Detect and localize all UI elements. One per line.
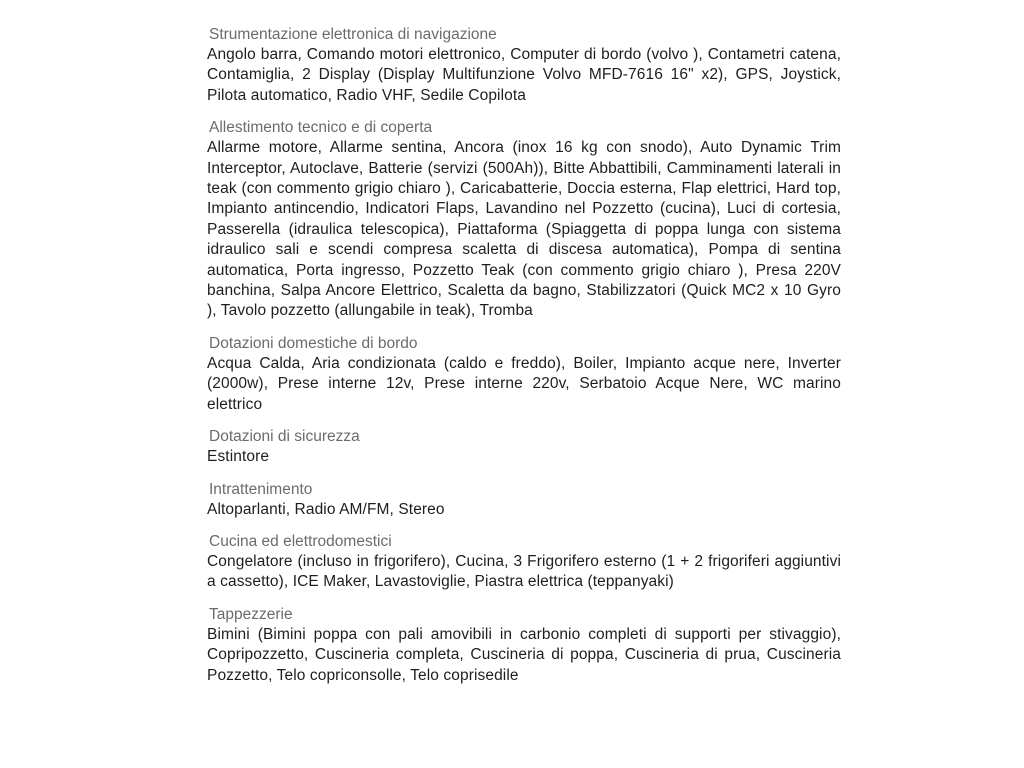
equipment-list — [207, 25, 841, 698]
section-safety-equipment — [207, 427, 841, 467]
section-heading: Tappezzerie — [209, 605, 293, 623]
section-domestic-equipment — [207, 334, 841, 415]
section-entertainment — [207, 480, 841, 520]
section-text: Acqua Calda, Aria condizionata (caldo e freddo), Boiler, Impianto acque nere, Inverter (2000w), Prese interne 12v, Prese interne 220v, Serbatoio Acque Nere, WC marino elettrico — [207, 354, 841, 413]
section-heading: Dotazioni di sicurezza — [209, 428, 360, 446]
section-navigation-instruments — [207, 25, 841, 106]
section-upholstery — [207, 605, 841, 686]
section-heading: Cucina ed elettrodomestici — [209, 532, 392, 550]
section-heading: Strumentazione elettronica di navigazione — [209, 26, 497, 43]
section-technical-deck-equipment — [207, 118, 841, 322]
section-heading: Dotazioni domestiche di bordo — [209, 334, 418, 352]
section-heading: Allestimento tecnico e di coperta — [209, 119, 433, 137]
section-text: Allarme motore, Allarme sentina, Ancora (inox 16 kg con snodo), Auto Dynamic Trim Interceptor, Autoclave, Batterie (servizi (500Ah)), Bitte Abbattibili, Camminamenti laterali in teak (con commento grigio chiaro ), Caricabatterie, Doccia esterna, Flap elettrici, Hard top, Impianto antincendio, Indicatori Flaps, Lavandino nel Pozzetto (cucina), Luci di cortesia, Passerella (idraulica telescopica), Piattaforma (Spiaggetta di poppa lunga con sistema idraulico sali e scendi compresa scaletta di discesa automatica), Pompa di sentina automatica, Porta ingresso, Pozzetto Teak (con commento grigio chiaro ), Presa 220V banchina, Salpa Ancore Elettrico, Scaletta da bagno, Stabilizzatori (Quick MC2 x 10 Gyro ), Tavolo pozzetto (allungabile in teak), Tromba — [207, 139, 841, 320]
section-text: Bimini (Bimini poppa con pali amovibili in carbonio completi di supporti per stivaggio), Copripozzetto, Cuscineria completa, Cuscineria di poppa, Cuscineria di prua, Cuscineria Pozzetto, Telo copriconsolle, Telo coprisedile — [207, 625, 841, 684]
section-text: Congelatore (incluso in frigorifero), Cucina, 3 Frigorifero esterno (1 + 2 frigoriferi aggiuntivi a cassetto), ICE Maker, Lavastoviglie, Piastra elettrica (teppanyaki) — [207, 552, 841, 591]
section-text: Angolo barra, Comando motori elettronico, Computer di bordo (volvo ), Contametri catena, Contamiglia, 2 Display (Display Multifunzione Volvo MFD-7616 16" x2), GPS, Joystick, Pilota automatico, Radio VHF, Sedile Copilota — [207, 46, 841, 104]
section-text: Altoparlanti, Radio AM/FM, Stereo — [207, 500, 445, 518]
section-text: Estintore — [207, 448, 270, 466]
section-kitchen-appliances — [207, 532, 841, 593]
section-heading: Intrattenimento — [209, 480, 313, 498]
